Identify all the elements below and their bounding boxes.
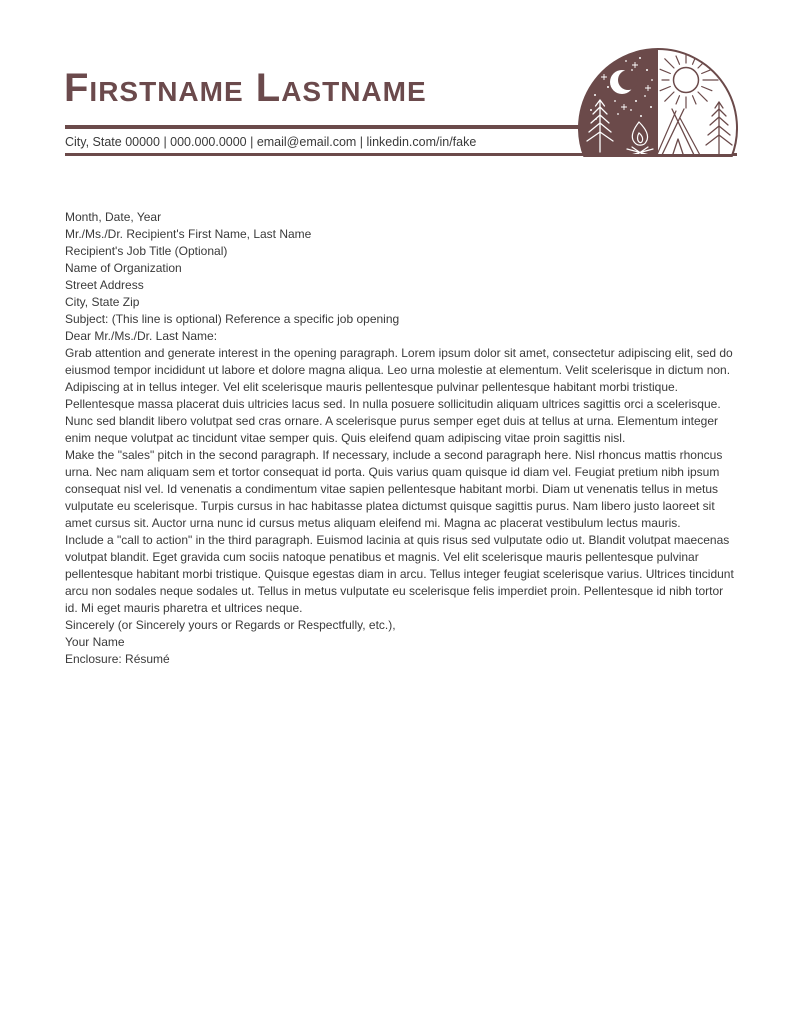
date-line: Month, Date, Year [65, 210, 162, 224]
subject-line: Subject: (This line is optional) Reference a specific job opening [65, 312, 400, 326]
recipient-address-block [65, 226, 739, 311]
closing-line: Sincerely (or Sincerely yours or Regards or Respectfully, etc.), [65, 618, 396, 632]
logo-base-line [578, 154, 738, 157]
recipient-city-line: City, State Zip [65, 295, 140, 309]
enclosure-line: Enclosure: Résumé [65, 652, 170, 666]
contact-info-line: City, State 00000 | 000.000.0000 | email@email.com | linkedin.com/in/fake [65, 135, 477, 149]
sales-pitch-paragraph: Make the "sales" pitch in the second paragraph. If necessary, include a second paragraph here. Nisl rhoncus mattis rhoncus urna. Nec nam aliquam sem et tortor consequat id porta. Quis varius quam quisque id diam vel. Feugiat pretium nibh ipsum consequat nisl vel. Id venenatis a condimentum vitae sapien pellentesque habitant morbi. Diam ut venenatis tellus in metus vulputate eu scelerisque. Turpis cursus in hac habitasse platea dictumst quisque sagittis purus. Nam libero justo laoreet sit amet cursus sit. Auctor urna nunc id cursus metus aliquam eleifend mi. Magna ac placerat vestibulum lectus mauris. [65, 448, 723, 530]
camping-day-night-logo-icon [578, 46, 738, 157]
letter-body [65, 209, 739, 668]
recipient-title-line: Recipient's Job Title (Optional) [65, 244, 228, 258]
page-title: Firstname Lastname [64, 66, 427, 110]
salutation-line: Dear Mr./Ms./Dr. Last Name: [65, 329, 218, 343]
recipient-street-line: Street Address [65, 278, 144, 292]
opening-paragraph: Grab attention and generate interest in the opening paragraph. Lorem ipsum dolor sit amet, consectetur adipiscing elit, sed do eiusmod tempor incididunt ut labore et dolore magna aliqua. Leo urna molestie at elementum. Velit scelerisque in dictum non. Adipiscing at in tellus integer. Vel elit scelerisque mauris pellentesque pulvinar pellentesque habitant morbi tristique. Pellentesque massa placerat duis ultricies lacus sed. In nulla posuere sollicitudin aliquam ultrices sagittis orci a scelerisque. Nunc sed blandit libero volutpat sed cras ornare. A scelerisque purus semper eget duis at tellus at urna. Elementum integer enim neque volutpat ac tincidunt vitae semper quis. Quis eleifend quam adipiscing vitae proin sagittis nisl. [65, 346, 733, 445]
call-to-action-paragraph: Include a "call to action" in the third paragraph. Euismod lacinia at quis risus sed vulputate odio ut. Blandit volutpat maecenas volutpat blandit. Eget gravida cum sociis natoque penatibus et magnis. Vel elit scelerisque mauris pellentesque pulvinar pellentesque habitant morbi tristique. Quisque egestas diam in arcu. Tellus integer feugiat scelerisque varius. Ultrices tincidunt arcu non sodales neque sodales ut. Tellus in metus vulputate eu scelerisque felis imperdiet proin. Pellentesque id nibh tortor id. Mi eget mauris pharetra et ultrices neque. [65, 533, 734, 615]
signature-name: Your Name [65, 635, 125, 649]
recipient-name-line: Mr./Ms./Dr. Recipient's First Name, Last Name [65, 227, 312, 241]
recipient-organization-line: Name of Organization [65, 261, 182, 275]
header-divider-top [65, 125, 585, 129]
